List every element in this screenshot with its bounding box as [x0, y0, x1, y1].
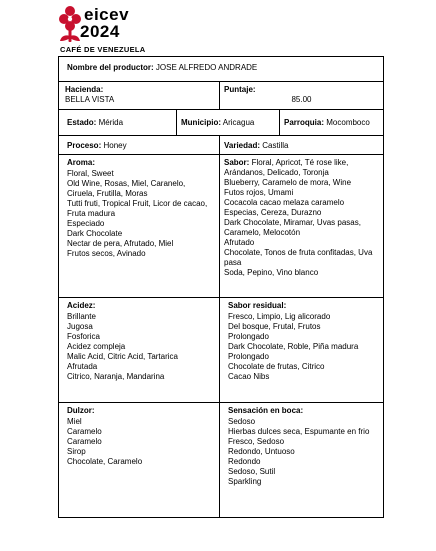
list-item: Caramelo: [67, 437, 102, 446]
list-item: Cocacola cacao melaza caramelo: [224, 198, 345, 207]
list-item: Sedoso: [228, 417, 256, 426]
list-item: Brillante: [67, 312, 96, 321]
dulzor-cell: [59, 403, 220, 518]
list-item: Fresco, Limpio, Lig alicorado: [228, 312, 331, 321]
list-item: Chocolate, Tonos de fruta confitadas, Uva pasa: [224, 248, 373, 267]
hacienda-cell: [59, 82, 220, 110]
list-item: Floral, Sweet: [67, 169, 114, 178]
list-item: Sirop: [67, 447, 86, 456]
list-item: Chocolate de frutas, Citrico: [228, 362, 325, 371]
producer-label: Nombre del productor:: [67, 63, 154, 72]
proceso-value: Honey: [103, 141, 127, 150]
logo-title: eicev: [84, 5, 130, 24]
variedad-cell: [220, 136, 384, 155]
list-item: Afrutado: [224, 238, 255, 247]
puntaje-label: Puntaje:: [224, 85, 256, 94]
list-item: Fresco, Sedoso: [228, 437, 285, 446]
proceso-label: Proceso:: [67, 141, 102, 150]
list-item: Especiado: [67, 219, 105, 228]
list-item: Citrico, Naranja, Mandarina: [67, 372, 165, 381]
list-item: Sparkling: [228, 477, 262, 486]
variedad-label: Variedad:: [224, 141, 261, 150]
parroquia-value: Mocomboco: [326, 118, 370, 127]
hacienda-value: BELLA VISTA: [65, 95, 115, 104]
parroquia-cell: [280, 110, 384, 136]
list-item: Old Wine, Rosas, Miel, Caranelo, Ciruela, Frutilla, Moras: [67, 179, 186, 198]
list-item: Soda, Pepino, Vino blanco: [224, 268, 319, 277]
producer-cell: [59, 57, 384, 82]
hacienda-label: Hacienda:: [65, 85, 104, 94]
list-item: Dark Chocolate, Miramar, Uvas pasas, Caramelo, Melocotón: [224, 218, 361, 237]
aroma-label: Aroma:: [67, 158, 96, 167]
list-item: Futos rojos, Umami: [224, 188, 294, 197]
sensacion-label: Sensación en boca:: [228, 406, 304, 415]
variedad-value: Castilla: [262, 141, 289, 150]
list-item: Blueberry, Caramelo de mora, Wine: [224, 178, 352, 187]
list-item: Especias, Cereza, Durazno: [224, 208, 322, 217]
municipio-value: Aricagua: [222, 118, 255, 127]
list-item: Jugosa: [67, 322, 93, 331]
list-item: Prolongado: [228, 352, 269, 361]
municipio-cell: [177, 110, 280, 136]
residual-label: Sabor residual:: [228, 301, 287, 310]
list-item: Redondo, Untuoso: [228, 447, 295, 456]
list-item: Sedoso, Sutil: [228, 467, 276, 476]
list-item: Nectar de pera, Afrutado, Miel: [67, 239, 174, 248]
aroma-cell: [59, 155, 220, 298]
list-item: Hierbas dulces seca, Espumante en frio: [228, 427, 370, 436]
logo-subtitle: CAFÉ DE VENEZUELA: [60, 45, 146, 54]
list-item: Miel: [67, 417, 82, 426]
list-item: Dark Chocolate: [67, 229, 123, 238]
list-item: Malic Acid, Citric Acid, Tartarica: [67, 352, 178, 361]
cacao-flower-icon: [58, 4, 82, 44]
list-item: Tutti fruti, Tropical Fruit, Licor de cacao, Fruta madura: [67, 199, 208, 218]
municipio-label: Municipio:: [181, 118, 221, 127]
list-item: Prolongado: [228, 332, 269, 341]
estado-cell: [59, 110, 177, 136]
sensacion-cell: [220, 403, 384, 518]
logo-year: 2024: [80, 22, 120, 41]
list-item: Caramelo: [67, 427, 102, 436]
list-item: Chocolate, Caramelo: [67, 457, 143, 466]
list-item: Fosforica: [67, 332, 100, 341]
acidez-label: Acidez:: [67, 301, 96, 310]
puntaje-cell: [220, 82, 384, 110]
residual-cell: [220, 298, 384, 403]
list-item: Del bosque, Frutal, Frutos: [228, 322, 321, 331]
estado-label: Estado:: [67, 118, 97, 127]
eicev-logo: [58, 4, 146, 56]
sabor-label: Sabor:: [224, 158, 250, 167]
list-item: Dark Chocolate, Roble, Piña madura: [228, 342, 359, 351]
estado-value: Mérida: [98, 118, 124, 127]
list-item: Acidez compleja: [67, 342, 126, 351]
dulzor-label: Dulzor:: [67, 406, 95, 415]
evaluation-sheet: [58, 56, 384, 518]
list-item: Afrutada: [67, 362, 98, 371]
producer-name: JOSE ALFREDO ANDRADE: [155, 63, 258, 72]
list-item: Frutos secos, Avinado: [67, 249, 146, 258]
sabor-cell: [220, 155, 384, 298]
acidez-cell: [59, 298, 220, 403]
puntaje-value: 85.00: [291, 95, 312, 104]
list-item: Floral, Apricot, Té rose like, Arándanos, Delicado, Toronja: [224, 158, 349, 177]
list-item: Redondo: [228, 457, 261, 466]
proceso-cell: [59, 136, 220, 155]
parroquia-label: Parroquia:: [284, 118, 325, 127]
list-item: Cacao Nibs: [228, 372, 270, 381]
